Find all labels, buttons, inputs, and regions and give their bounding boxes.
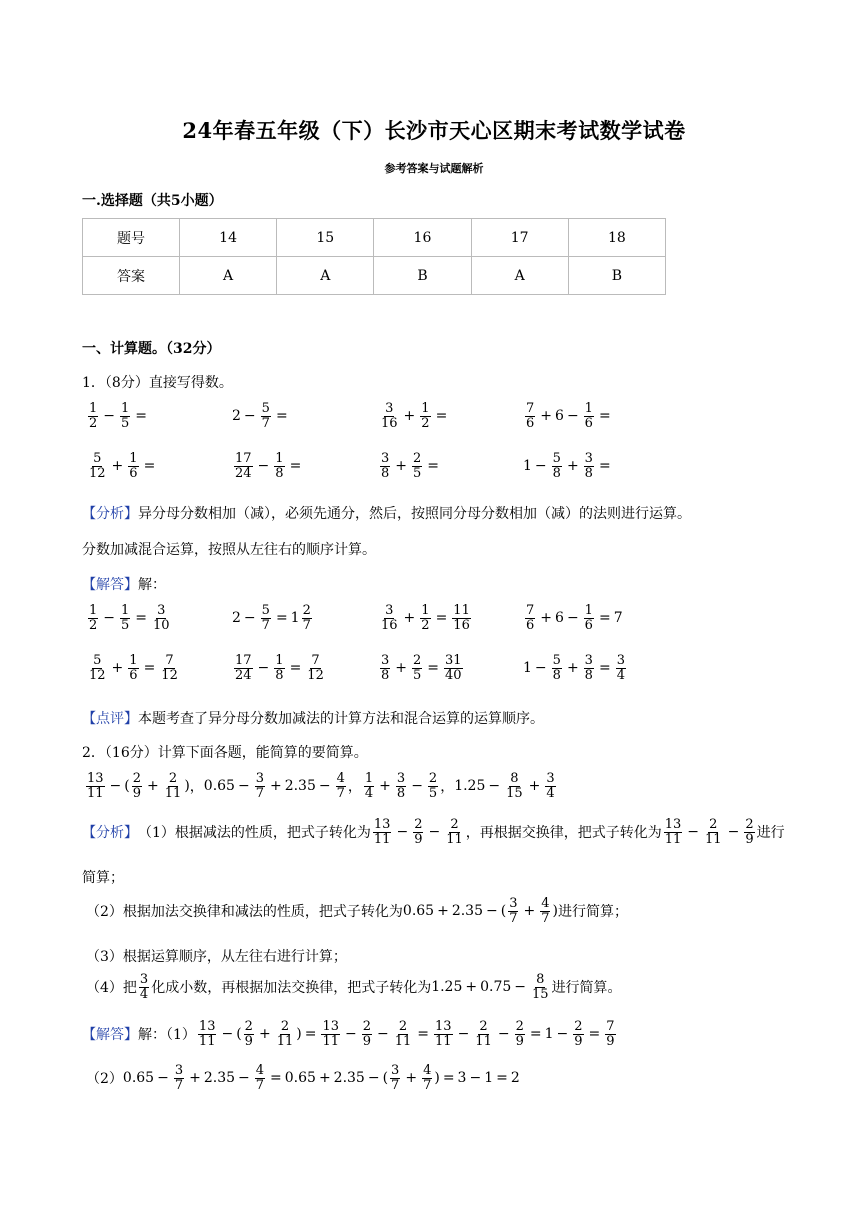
answer-tag: 【解答】	[82, 577, 138, 593]
answer-tag: 【解答】	[82, 1027, 138, 1044]
answer-lead-text: 解：（1）	[138, 1027, 196, 1044]
q1-stem: 1．（8分）直接写得数。	[82, 375, 233, 391]
table-row	[83, 219, 666, 257]
math-expression: $\frac{5}{12}$ + $\frac{1}{6}$ =	[89, 451, 156, 481]
math-expression: $\frac{17}{24}$ − $\frac{1}{8}$ = $\frac{7}{12}$	[235, 653, 324, 683]
q2-answer-1: 【解答】 解：（1） $\frac{13}{11}$ − ( $\frac{2}{9}$ + $\frac{2}{11}$ ) = $\frac{13}{11}$ − $\frac{2}{9}$ − $\frac{2}{11}$ = $\frac{13}{11}$ − $\frac{2}{11}$ − $\frac{2}{9}$ = 1 − $\frac{2}{9}$ = $\frac{7}{9}$	[82, 1019, 615, 1049]
q2-analysis-3: （3）根据运算顺序，从左往右进行计算；	[86, 949, 347, 965]
table-cell: B	[568, 257, 665, 295]
q1-comment	[82, 708, 544, 728]
q2-answer-2: （2） 0.65 − $\frac{3}{7}$ + 2.35 − $\frac{4}{7}$ = 0.65 + 2.35 − ( $\frac{3}{7}$ + $\frac{4}{7}$ ) = 3 − 1 = 2	[86, 1063, 520, 1093]
analysis-tag: 【分析】	[82, 825, 138, 842]
q2-stem: 2．（16分）计算下面各题，能简算的要简算。	[82, 745, 368, 761]
table-cell: 答案	[83, 257, 180, 295]
table-cell: 17	[471, 219, 568, 257]
math-expression: $\frac{3}{8}$ + $\frac{2}{5}$ = $\frac{31}{40}$	[381, 653, 462, 683]
math-expression: $\frac{7}{6}$ + 6 − $\frac{1}{6}$ =	[526, 401, 611, 431]
analysis-text: （4）把	[86, 980, 137, 997]
table-cell: 题号	[83, 219, 180, 257]
page-title: 24年春五年级（下）长沙市天心区期末考试数学试卷	[182, 118, 686, 143]
math-expression: $\frac{5}{12}$ + $\frac{1}{6}$ = $\frac{7}{12}$	[89, 653, 178, 683]
math-expression: $\frac{1}{2}$ − $\frac{1}{5}$ =	[89, 401, 148, 431]
analysis-text: （2）根据加法交换律和减法的性质，把式子转化为	[86, 904, 403, 921]
q2-analysis-1: 【分析】 （1）根据减法的性质，把式子转化为 $\frac{13}{11}$ − $\frac{2}{9}$ − $\frac{2}{11}$ ，再根据交换律，把式子转化为 $\frac{13}{11}$ − $\frac{2}{11}$ − $\frac{2}{9}$ 进行	[82, 817, 785, 847]
math-expression: $\frac{7}{6}$ + 6 − $\frac{1}{6}$ = 7	[526, 603, 623, 633]
table-cell: A	[277, 257, 374, 295]
q1-answer-lead	[82, 574, 166, 594]
answer-lead-text: 解：	[138, 577, 166, 593]
analysis-text: ，再根据交换律，把式子转化为	[465, 825, 662, 842]
math-expression: $\frac{3}{8}$ + $\frac{2}{5}$ =	[381, 451, 440, 481]
comment-tag: 【点评】	[82, 711, 138, 727]
analysis-text: （1）根据减法的性质，把式子转化为	[138, 825, 371, 842]
q2-analysis-4: （4）把 $\frac{3}{4}$ 化成小数，再根据加法交换律，把式子转化为 1.25 + 0.75 − $\frac{8}{15}$ 进行简算。	[86, 972, 622, 1002]
q2-analysis-1-end: 简算；	[82, 870, 124, 886]
math-expression: $\frac{13}{11}$ − ( $\frac{2}{9}$ + $\frac{2}{11}$ ) ， 0.65 − $\frac{3}{7}$ + 2.35 − $\frac{4}{7}$ ， $\frac{1}{4}$ + $\frac{3}{8}$ − $\frac{2}{5}$ ， 1.25 − $\frac{8}{15}$ + $\frac{3}{4}$	[87, 771, 555, 801]
analysis-text: 化成小数，再根据加法交换律，把式子转化为	[151, 980, 432, 997]
analysis-text: 异分母分数相加（减），必须先通分，然后，按照同分母分数相加（减）的法则进行运算。	[138, 506, 691, 522]
section-heading-calc: 一、计算题。（32分）	[82, 341, 221, 357]
table-cell: 15	[277, 219, 374, 257]
math-expression: 1 − $\frac{5}{8}$ + $\frac{3}{8}$ = $\frac{3}{4}$	[523, 653, 625, 683]
q1-analysis	[82, 503, 691, 523]
math-expression: 2 − $\frac{5}{7}$ =	[232, 401, 288, 431]
math-expression: $\frac{1}{2}$ − $\frac{1}{5}$ = $\frac{3}{10}$	[89, 603, 170, 633]
table-cell: 18	[568, 219, 665, 257]
table-row	[83, 257, 666, 295]
analysis-text: 进行简算。	[551, 980, 622, 997]
table-cell: 14	[180, 219, 277, 257]
table-cell: B	[374, 257, 471, 295]
analysis-text: 进行简算；	[557, 904, 628, 921]
analysis-tag: 【分析】	[82, 506, 138, 522]
answer-lead-text: （2）	[86, 1071, 123, 1088]
math-expression: $\frac{3}{16}$ + $\frac{1}{2}$ = $\frac{11}{16}$	[381, 603, 470, 633]
q1-analysis-2: 分数加减混合运算，按照从左往右的顺序计算。	[82, 542, 376, 558]
math-expression: 2 − $\frac{5}{7}$ = 1 $\frac{2}{7}$	[232, 603, 311, 633]
math-expression: 1 − $\frac{5}{8}$ + $\frac{3}{8}$ =	[523, 451, 611, 481]
math-expression: $\frac{17}{24}$ − $\frac{1}{8}$ =	[235, 451, 302, 481]
table-cell: A	[180, 257, 277, 295]
answer-table	[82, 218, 666, 295]
page-subtitle: 参考答案与试题解析	[384, 162, 484, 175]
table-cell: A	[471, 257, 568, 295]
section-heading-choice: 一.选择题（共5小题）	[82, 193, 223, 209]
analysis-text: 进行	[756, 825, 785, 842]
q2-analysis-2: （2）根据加法交换律和减法的性质，把式子转化为 0.65 + 2.35 − ( $\frac{3}{7}$ + $\frac{4}{7}$ ) 进行简算；	[86, 896, 628, 926]
comment-text: 本题考查了异分母分数加减法的计算方法和混合运算的运算顺序。	[138, 711, 544, 727]
table-cell: 16	[374, 219, 471, 257]
math-expression: $\frac{3}{16}$ + $\frac{1}{2}$ =	[381, 401, 448, 431]
